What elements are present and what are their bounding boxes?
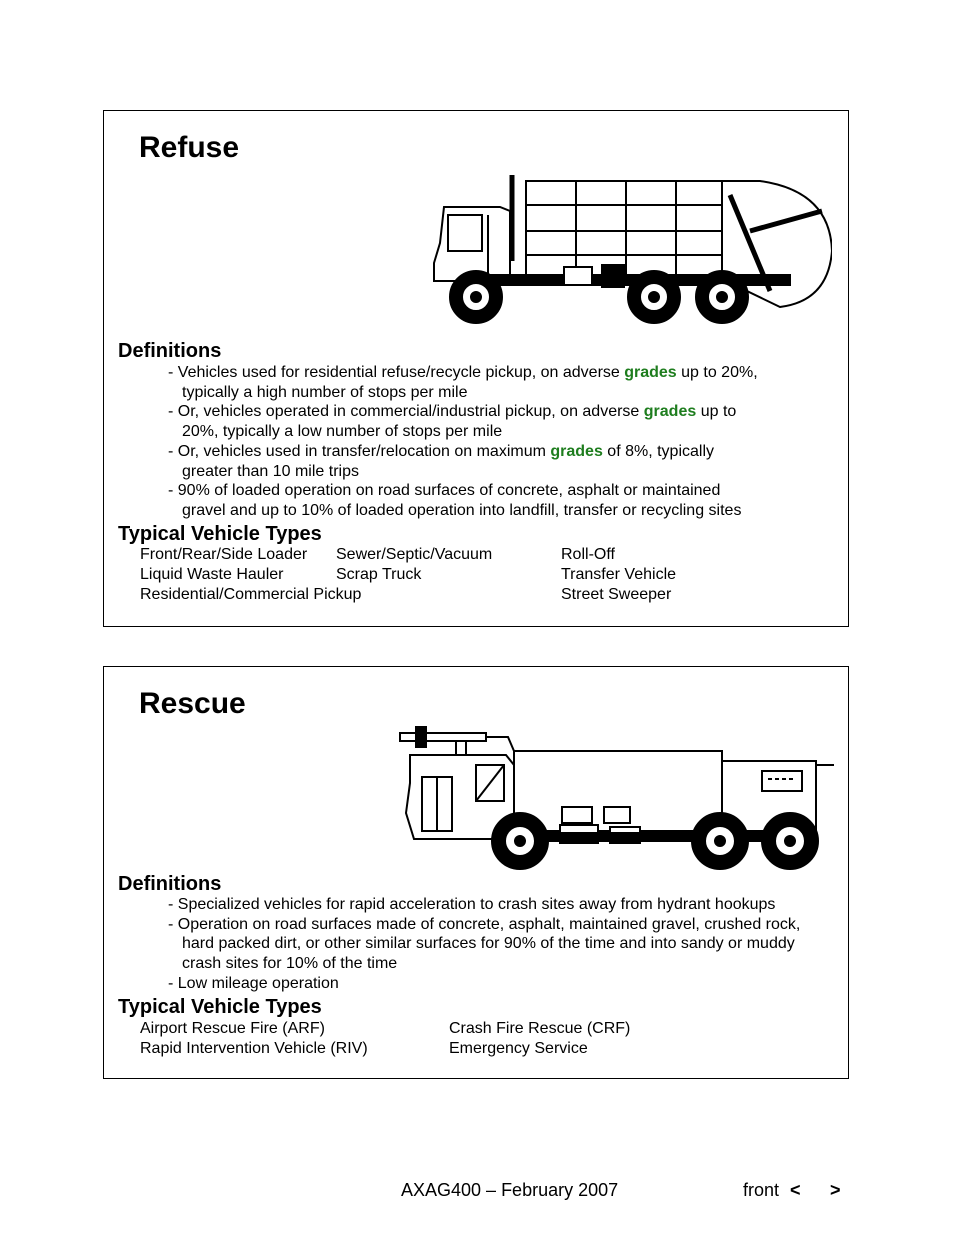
definition-item: - Low mileage operation: [168, 974, 339, 992]
definition-item: - Vehicles used for residential refuse/recycle pickup, on adverse grades up to 20%, typically a high number of stops per mile: [168, 364, 758, 401]
grades-highlight: grades: [643, 403, 697, 421]
vehicle-type: Liquid Waste Hauler: [140, 566, 284, 583]
rescue-types-heading: Typical Vehicle Types: [118, 996, 322, 1018]
grades-highlight: grades: [550, 442, 603, 460]
fire-rescue-truck-icon: [396, 721, 838, 871]
definition-item: - Or, vehicles operated in commercial/industrial pickup, on adverse grades up to 20%, typically a low number of stops per mile: [168, 403, 737, 441]
definition-item: - Specialized vehicles for rapid acceleration to crash sites away from hydrant hookups: [168, 896, 776, 913]
previous-page-button[interactable]: <: [790, 1180, 801, 1200]
rescue-card: [103, 666, 849, 1079]
refuse-types-heading: Typical Vehicle Types: [118, 523, 322, 545]
rescue-definitions-heading: Definitions: [118, 873, 222, 895]
refuse-card: [103, 110, 849, 627]
vehicle-type: Front/Rear/Side Loader: [140, 546, 308, 563]
vehicle-type: Rapid Intervention Vehicle (RIV): [140, 1040, 368, 1057]
vehicle-type: Scrap Truck: [336, 566, 422, 583]
rescue-definitions-list: [168, 895, 832, 994]
garbage-truck-icon: [430, 171, 832, 327]
vehicle-type: Street Sweeper: [561, 586, 672, 603]
vehicle-type: Crash Fire Rescue (CRF): [449, 1020, 631, 1037]
grades-highlight: grades: [624, 364, 677, 381]
vehicle-type: Airport Rescue Fire (ARF): [140, 1020, 325, 1037]
front-link[interactable]: front: [743, 1180, 780, 1200]
vehicle-type: Transfer Vehicle: [561, 566, 677, 583]
next-page-button[interactable]: >: [830, 1180, 841, 1200]
vehicle-type: Emergency Service: [449, 1040, 588, 1057]
document-id: AXAG400 – February 2007: [401, 1180, 619, 1200]
vehicle-type: Roll-Off: [561, 546, 615, 563]
vehicle-type: Residential/Commercial Pickup: [140, 586, 362, 603]
definition-item: - 90% of loaded operation on road surfaces of concrete, asphalt or maintained gravel and up to 10% of loaded operation into landfill, transfer or recycling sites: [168, 482, 742, 519]
definition-item: - Operation on road surfaces made of concrete, asphalt, maintained gravel, crushed rock, hard packed dirt, or other similar surfaces for 90% of the time and into sandy or muddy crash sites for 10% of the time: [168, 915, 801, 973]
refuse-title: Refuse: [139, 131, 240, 164]
rescue-title: Rescue: [139, 687, 246, 720]
refuse-definitions-list: [168, 363, 768, 521]
definition-item: - Or, vehicles used in transfer/relocation on maximum grades of 8%, typically greater than 10 mile trips: [168, 442, 714, 480]
vehicle-type: Sewer/Septic/Vacuum: [336, 546, 493, 563]
refuse-definitions-heading: Definitions: [118, 340, 222, 362]
